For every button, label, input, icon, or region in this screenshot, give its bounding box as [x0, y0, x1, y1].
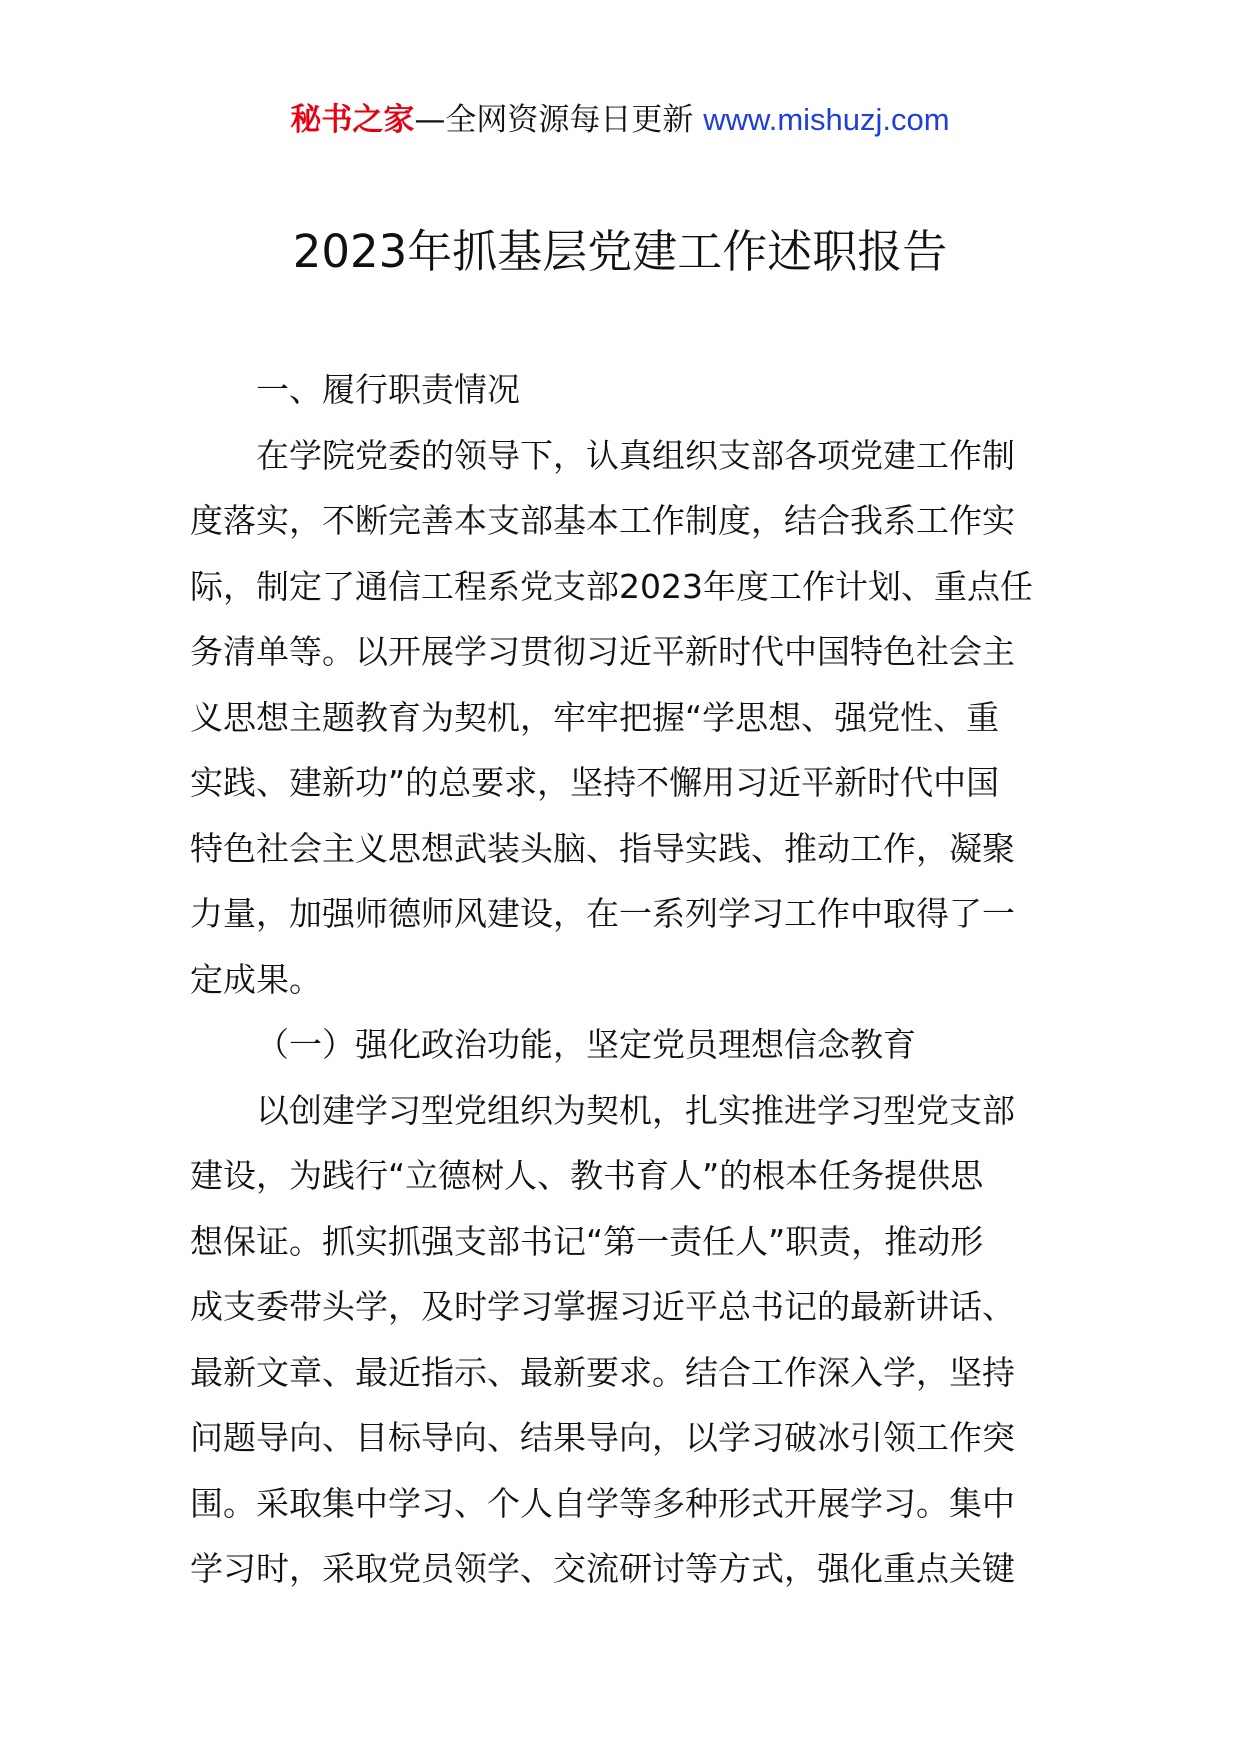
paragraph-line: 围。采取集中学习、个人自学等多种形式开展学习。集中: [190, 1483, 1015, 1523]
paragraph-line: 力量，加强师德师风建设，在一系列学习工作中取得了一: [190, 894, 1015, 933]
paragraph-line: 务清单等。以开展学习贯彻习近平新时代中国特色社会主: [190, 632, 1015, 671]
site-header: [0, 100, 1240, 140]
document-body: [190, 357, 1060, 1602]
subsection-heading: （一）强化政治功能，坚定党员理想信念教育: [256, 1025, 916, 1064]
paragraph-line: 以创建学习型党组织为契机，扎实推进学习型党支部: [256, 1090, 1015, 1130]
paragraph-line: 学习时，采取党员领学、交流研讨等方式，强化重点关键: [190, 1549, 1015, 1588]
paragraph-line: 想保证。抓实抓强支部书记“第一责任人”职责，推动形: [190, 1221, 984, 1261]
site-brand: 秘书之家: [290, 102, 415, 138]
paragraph-line: 定成果。: [190, 959, 322, 999]
paragraph-line: 在学院党委的领导下，认真组织支部各项党建工作制: [256, 435, 1015, 475]
paragraph-line: 实践、建新功”的总要求，坚持不懈用习近平新时代中国: [190, 763, 1000, 802]
paragraph-line: 义思想主题教育为契机，牢牢把握“学思想、强党性、重: [190, 697, 1000, 737]
paragraph-line: 最新文章、最近指示、最新要求。结合工作深入学，坚持: [190, 1352, 1015, 1392]
site-url-link[interactable]: www.mishuzj.com: [703, 102, 950, 137]
paragraph-line: 成支委带头学，及时学习掌握习近平总书记的最新讲话、: [190, 1287, 1015, 1326]
paragraph-line: 特色社会主义思想武装头脑、指导实践、推动工作，凝聚: [190, 828, 1015, 868]
paragraph-line: 问题导向、目标导向、结果导向，以学习破冰引领工作突: [190, 1418, 1015, 1457]
site-tagline: —全网资源每日更新: [414, 102, 694, 138]
paragraph-line: 际，制定了通信工程系党支部2023年度工作计划、重点任: [190, 566, 1033, 606]
document-title: 2023年抓基层党建工作述职报告: [292, 225, 948, 278]
paragraph-line: 建设，为践行“立德树人、教书育人”的根本任务提供思: [190, 1156, 984, 1195]
paragraph-line: 度落实，不断完善本支部基本工作制度，结合我系工作实: [190, 501, 1015, 540]
section-heading: 一、履行职责情况: [256, 370, 520, 409]
